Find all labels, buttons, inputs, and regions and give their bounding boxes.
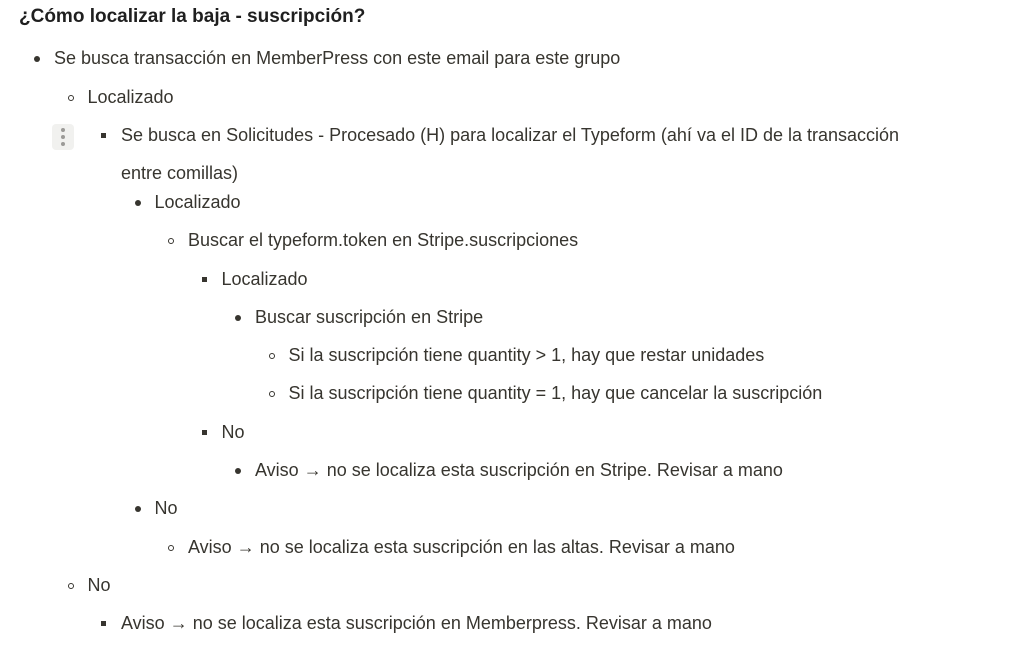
bullet-circle-icon	[266, 341, 278, 370]
list-item-text: Localizado	[154, 192, 241, 212]
list-item-text: Aviso → no se localiza esta suscripción en Stripe. Revisar a mano	[255, 460, 783, 480]
bullet-square-icon	[199, 418, 211, 447]
bullet-disc-icon	[31, 44, 43, 73]
bullet-square-icon	[98, 609, 110, 638]
page-heading: ¿Cómo localizar la baja - suscripción?	[19, 6, 366, 27]
bullet-disc-icon	[132, 188, 144, 217]
bullet-circle-icon	[266, 379, 278, 408]
list-item-text: Si la suscripción tiene quantity > 1, hay que restar unidades	[288, 345, 765, 365]
list-item-text: Se busca en Solicitudes - Procesado (H) para localizar el Typeform (ahí va el ID de la transacción	[121, 125, 900, 145]
list-item-text: Localizado	[87, 87, 174, 107]
bullet-disc-icon	[132, 494, 144, 523]
list-item-text: Aviso → no se localiza esta suscripción en las altas. Revisar a mano	[188, 537, 735, 557]
bullet-square-icon	[199, 265, 211, 294]
list-item-text: No	[221, 422, 245, 442]
list-item-text: Si la suscripción tiene quantity = 1, hay que cancelar la suscripción	[288, 383, 823, 403]
bullet-circle-icon	[165, 226, 177, 255]
bullet-circle-icon	[65, 83, 77, 112]
list-item-text: Localizado	[221, 269, 308, 289]
list-item-text: Buscar suscripción en Stripe	[255, 307, 484, 327]
list-item-text: entre comillas)	[121, 163, 239, 183]
bullet-circle-icon	[65, 571, 77, 600]
vertical-dots-icon[interactable]	[52, 124, 74, 150]
bullet-circle-icon	[165, 533, 177, 562]
list-item-text: Buscar el typeform.token en Stripe.suscripciones	[188, 230, 579, 250]
list-item-text: Aviso → no se localiza esta suscripción en Memberpress. Revisar a mano	[121, 613, 712, 633]
bullet-square-icon	[98, 121, 110, 150]
bullet-disc-icon	[232, 303, 244, 332]
list-item-text: Se busca transacción en MemberPress con este email para este grupo	[54, 48, 621, 68]
list-item-text: No	[87, 575, 111, 595]
bullet-disc-icon	[232, 456, 244, 485]
list-item-text: No	[154, 498, 178, 518]
